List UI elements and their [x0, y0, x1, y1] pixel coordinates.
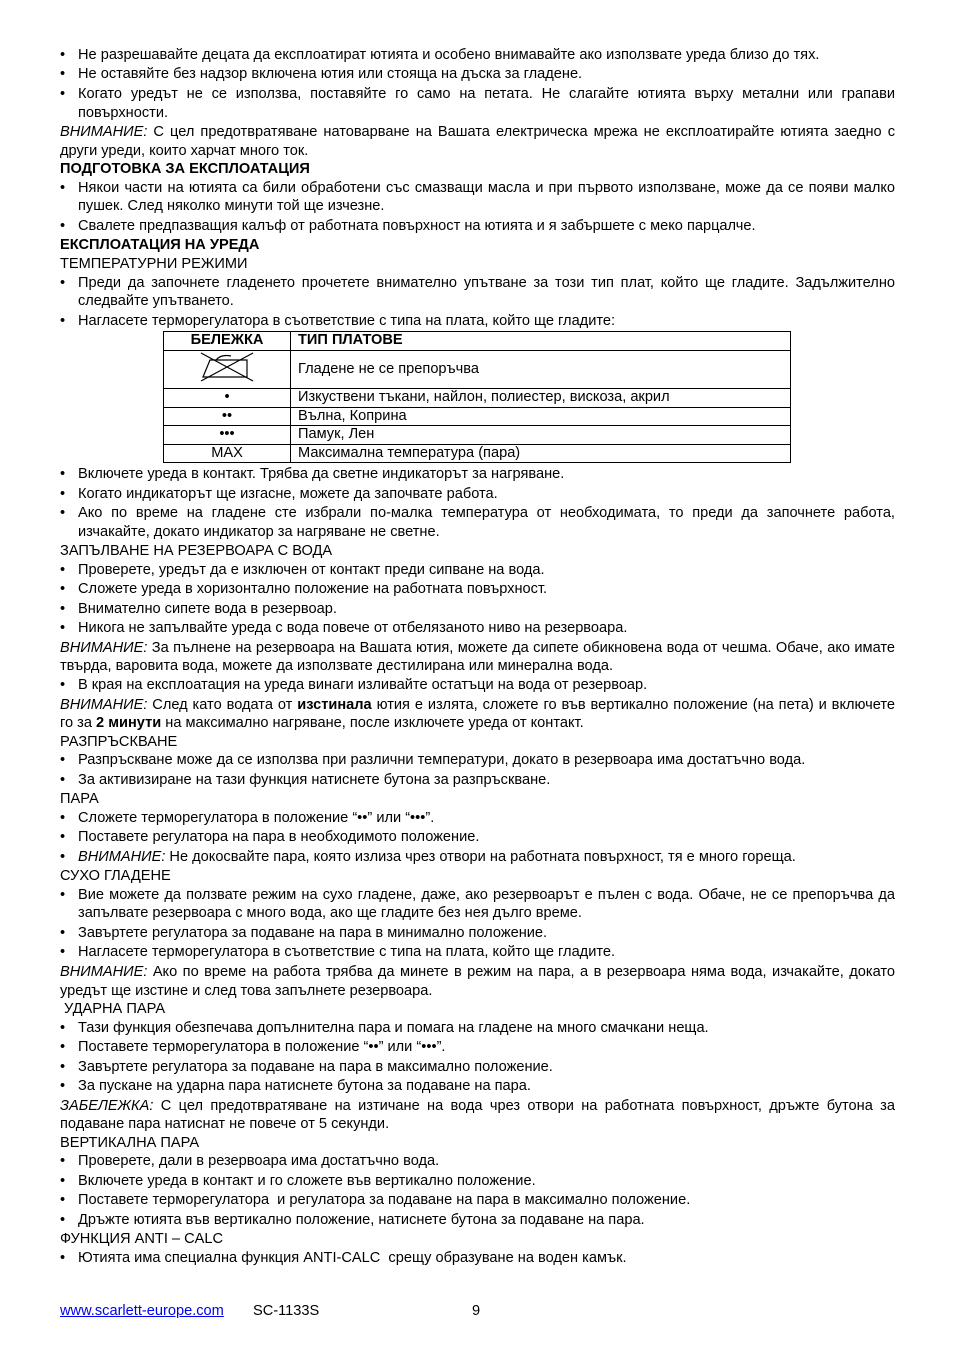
list-item: • Нагласете терморегулатора в съответствие с типа на плата, който ще гладите.: [60, 943, 895, 962]
subsection-steam: ПАРА: [60, 791, 99, 808]
warning-label: ВНИМАНИЕ:: [60, 639, 148, 656]
note-label: ЗАБЕЛЕЖКА:: [60, 1097, 154, 1114]
warning-label: ВНИМАНИЕ:: [60, 696, 148, 713]
list-item: • Когато индикаторът ще изгасне, можете да започвате работа.: [60, 485, 895, 504]
list-item: • Проверете, дали в резервоара има достатъчно вода.: [60, 1152, 895, 1171]
table-row: [164, 444, 791, 463]
warning-text: ютия е излята, сложете го във вертикално положение (на пета) и включете го за: [60, 696, 895, 732]
warning-text: Не докосвайте пара, която излиза чрез отвори на работната повърхност, тя е много гореща.: [165, 848, 796, 865]
list-item: • Ако по време на гладене сте избрали по-малка температура от необходимата, то преди да започнете работа, изчакайте, докато индикатор за нагряване не светне.: [60, 504, 895, 541]
list-item: • Когато уредът не се използва, поставяйте го само на петата. Не слагайте ютията върху метални или грапави повърхности.: [60, 85, 895, 122]
note-paragraph: [60, 1097, 895, 1134]
warning-emphasis: 2 минути: [96, 715, 162, 732]
table-cell-mark: •••: [164, 426, 291, 445]
subsection-filling: ЗАПЪЛВАНЕ НА РЕЗЕРВОАРА С ВОДА: [60, 543, 333, 560]
warning-label: ВНИМАНИЕ:: [60, 124, 148, 141]
table-cell-mark: MAX: [164, 444, 291, 463]
warning-emphasis: изстинала: [297, 696, 372, 713]
list-item: • Поставете регулатора на пара в необходимото положение.: [60, 828, 895, 847]
list-item: • Включете уреда в контакт и го сложете във вертикално положение.: [60, 1172, 895, 1191]
table-row: [164, 389, 791, 408]
fabric-table: [163, 331, 791, 463]
list-item: • Преди да започнете гладенето прочетете внимателно упътване за този тип плат, който ще гладите. Задължително следвайте упътването.: [60, 274, 895, 311]
list-item: • Нагласете терморегулатора в съответствие с типа на плата, който ще гладите:: [60, 312, 895, 331]
list-item: • Тази функция обезпечава допълнителна пара и помага на гладене на много смачкани неща.: [60, 1019, 895, 1038]
table-row: [164, 350, 791, 389]
list-item: • Някои части на ютията са били обработени със смазващи масла и при първото използване, може да се появи малко пушек. След няколко минути той ще изчезне.: [60, 179, 895, 216]
warning-paragraph: [60, 639, 895, 676]
list-item: • Никога не запълвайте уреда с вода повече от отбелязаното ниво на резервоара.: [60, 619, 895, 638]
subsection-dry-ironing: СУХО ГЛАДЕНЕ: [60, 868, 171, 885]
list-item: • Дръжте ютията във вертикално положение, натиснете бутона за подаване на пара.: [60, 1211, 895, 1230]
list-item: • Завъртете регулатора за подаване на пара в максимално положение.: [60, 1058, 895, 1077]
document-body: [60, 46, 895, 1268]
table-cell-fabric: Максимална температура (пара): [291, 444, 791, 463]
list-item: • Поставете терморегулатора и регулатора за подаване на пара в максимално положение.: [60, 1191, 895, 1210]
subsection-spray: РАЗПРЪСКВАНЕ: [60, 733, 178, 750]
list-item: • Внимателно сипете вода в резервоар.: [60, 600, 895, 619]
warning-paragraph: [60, 963, 895, 1000]
subsection-temperature-modes: ТЕМПЕРАТУРНИ РЕЖИМИ: [60, 255, 248, 272]
subsection-anti-calc: ФУНКЦИЯ ANTI – CALC: [60, 1231, 224, 1248]
table-cell-mark: ••: [164, 407, 291, 426]
subsection-burst-steam: УДАРНА ПАРА: [60, 1001, 166, 1018]
table-row: [164, 407, 791, 426]
table-cell-fabric: Вълна, Коприна: [291, 407, 791, 426]
warning-text: Ако по време на работа трябва да минете в режим на пара, а в резервоара няма вода, изчакайте, докато уредът ще изстине и след това запълнете резервоара.: [60, 963, 895, 999]
warning-label: ВНИМАНИЕ:: [60, 963, 148, 980]
subsection-vertical-steam: ВЕРТИКАЛНА ПАРА: [60, 1134, 200, 1151]
table-cell-fabric: Памук, Лен: [291, 426, 791, 445]
list-item: • Разпръскване може да се използва при различни температури, докато в резервоара има достатъчно вода.: [60, 751, 895, 770]
list-item: • Проверете, уредът да е изключен от контакт преди сипване на вода.: [60, 561, 895, 580]
warning-paragraph: [60, 696, 895, 733]
list-item: • Свалете предпазващия калъф от работната повърхност на ютията и я забършете с меко парцалче.: [60, 217, 895, 236]
note-text: С цел предотвратяване на изтичане на вода чрез отвори на работната повърхност, дръжте бутона за подаване пара натиснат не повече от 5 секунди.: [60, 1097, 895, 1133]
table-cell-icon: [164, 350, 291, 389]
table-cell-fabric: Изкуствени тъкани, найлон, полиестер, вискоза, акрил: [291, 389, 791, 408]
warning-text: на максимално нагряване, после изключете уреда от контакт.: [161, 715, 584, 732]
page-number: 9: [472, 1303, 481, 1319]
list-item: • Сложете уреда в хоризонтално положение на работната повърхност.: [60, 580, 895, 599]
page-footer: [60, 1302, 895, 1321]
list-item: • Вие можете да ползвате режим на сухо гладене, даже, ако резервоарът е пълен с вода. Обаче, не се препоръчва да запълвате резервоара с много вода, ако ще гладите без нея дълго време.: [60, 886, 895, 923]
list-item: • За пускане на ударна пара натиснете бутона за подаване на пара.: [60, 1077, 895, 1096]
no-ironing-icon: [197, 351, 257, 383]
table-cell-fabric: Гладене не се препоръчва: [291, 350, 791, 389]
table-header-row: [164, 332, 791, 351]
warning-text: За пълнене на резервоара на Вашата ютия, можете да сипете обикновена вода от чешма. Обаче, ако имате твърда, варовита вода, можете да използвате дестилирана или минерална вода.: [60, 639, 895, 675]
warning-text: След като водата от: [147, 696, 298, 713]
list-item: • В края на експлоатация на уреда винаги изливайте остатъци на вода от резервоар.: [60, 676, 895, 695]
section-heading-preparation: ПОДГОТОВКА ЗА ЕКСПЛОАТАЦИЯ: [60, 161, 310, 178]
list-item: • Не разрешавайте децата да експлоатират ютията и особено внимавайте ако използвате уреда близо до тях.: [60, 46, 895, 65]
table-row: [164, 426, 791, 445]
table-header-note: БЕЛЕЖКА: [164, 332, 291, 351]
list-item: • Включете уреда в контакт. Трябва да светне индикаторът за нагряване.: [60, 465, 895, 484]
warning-label: ВНИМАНИЕ:: [78, 848, 166, 865]
model-number: SC-1133S: [253, 1303, 320, 1319]
table-header-fabric: ТИП ПЛАТОВЕ: [291, 332, 791, 351]
list-item: • За активизиране на тази функция натиснете бутона за разпръскване.: [60, 771, 895, 790]
list-item: • Не оставяйте без надзор включена ютия или стояща на дъска за гладене.: [60, 65, 895, 84]
section-heading-usage: ЕКСПЛОАТАЦИЯ НА УРЕДА: [60, 237, 260, 254]
warning-paragraph: [60, 123, 895, 160]
website-link[interactable]: www.scarlett-europe.com: [60, 1303, 224, 1319]
list-item: • Завъртете регулатора за подаване на пара в минимално положение.: [60, 924, 895, 943]
list-item: • Поставете терморегулатора в положение “••” или “•••”.: [60, 1038, 895, 1057]
list-item: • Сложете терморегулатора в положение “••” или “•••”.: [60, 809, 895, 828]
list-item: • Ютията има специална функция ANTI-CALC срещу образуване на воден камък.: [60, 1249, 895, 1268]
table-cell-mark: •: [164, 389, 291, 408]
list-item: [60, 848, 895, 867]
warning-text: С цел предотвратяване натоварване на Вашата електрическа мрежа не експлоатирайте ютията заедно с други уреди, които харчат много ток.: [60, 124, 895, 159]
